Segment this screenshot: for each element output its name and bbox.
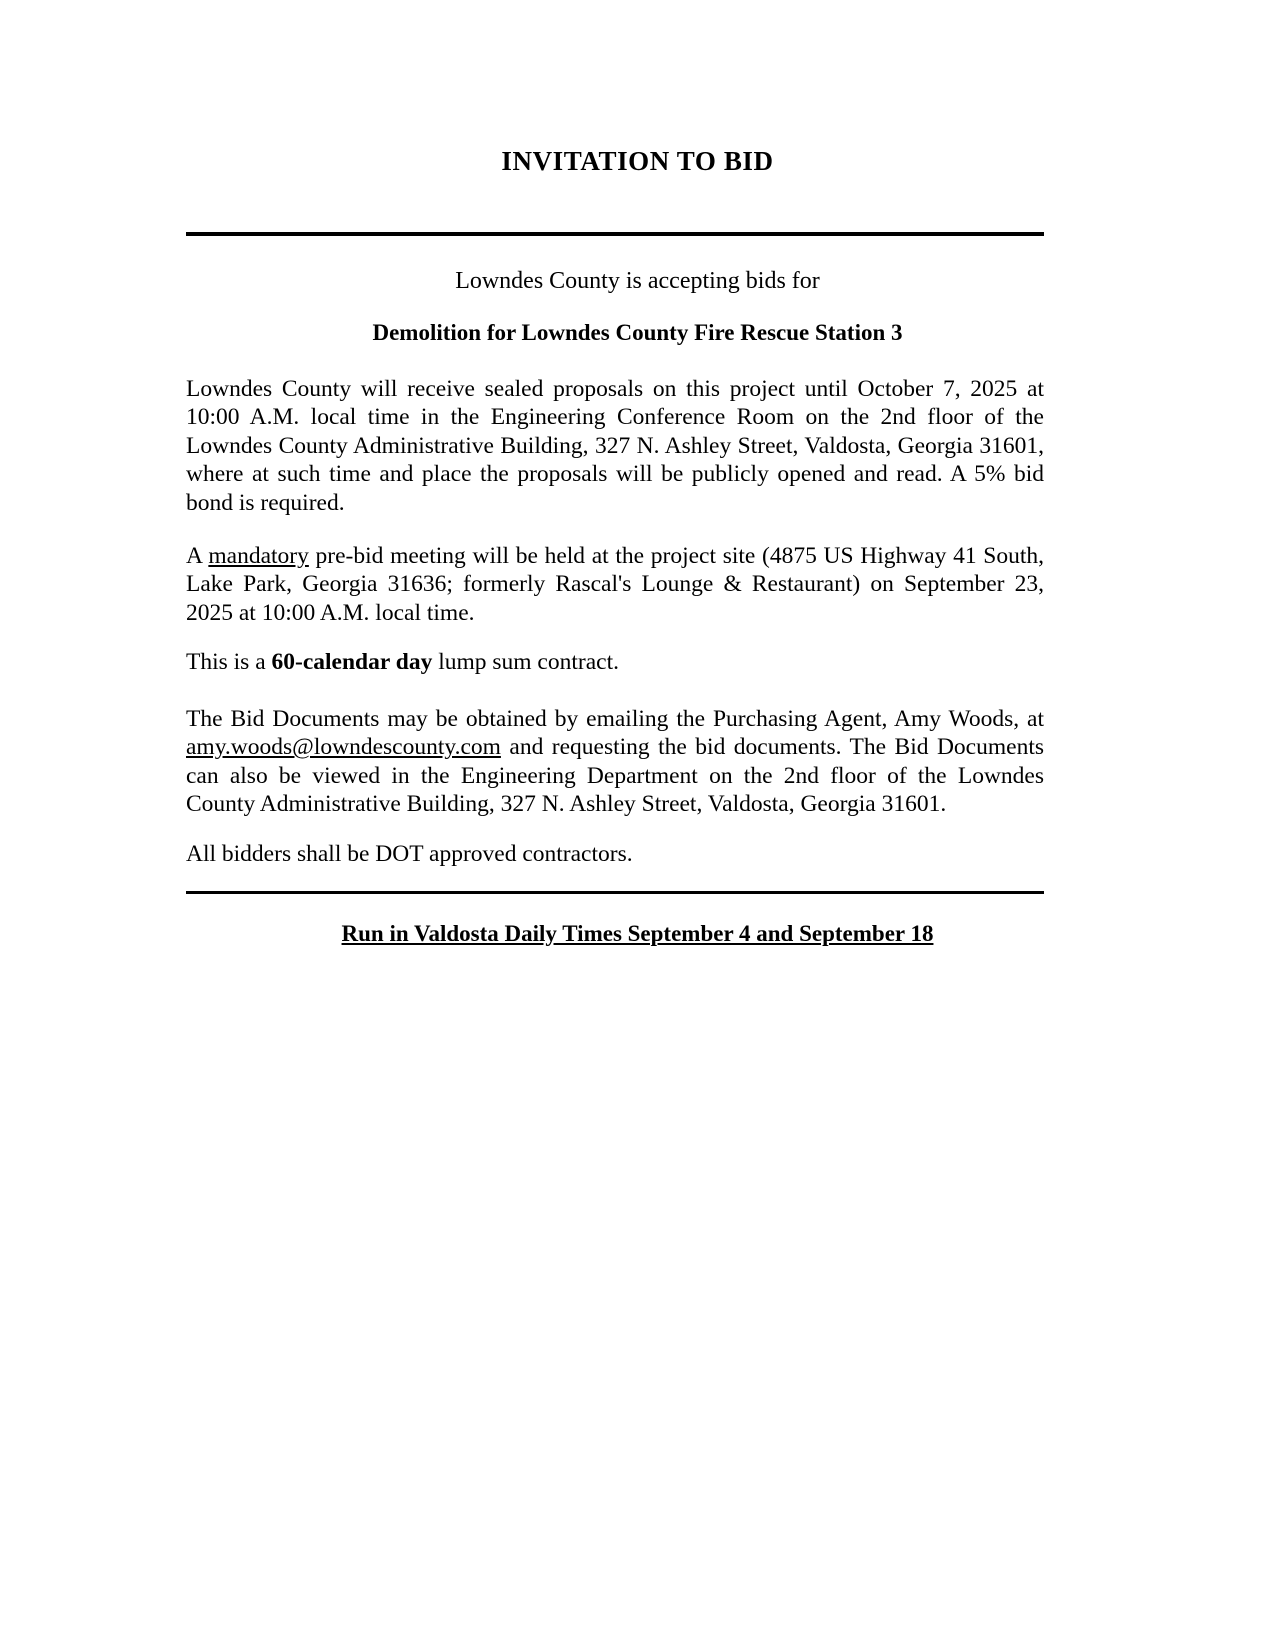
contract-rest: lump sum contract. [432,649,619,675]
divider-bottom [186,891,1044,894]
paragraph-prebid-meeting [186,542,1044,627]
contract-lead: This is a [186,649,272,675]
bid-docs-lead: The Bid Documents may be obtained by emailing the Purchasing Agent, Amy Woods, at [186,706,1044,732]
paragraph-dot-requirement: All bidders shall be DOT approved contractors. [186,841,633,867]
prebid-mandatory-emphasis: mandatory [208,543,309,569]
paragraph-bid-deadline [186,375,1044,517]
prebid-lead: A [186,543,209,569]
divider-top [186,232,1044,236]
purchasing-agent-email-link[interactable]: amy.woods@lowndescounty.com [186,734,501,761]
page-title: INVITATION TO BID [501,146,774,176]
prebid-rest: pre-bid meeting will be held at the project site (4875 US Highway 41 South, Lake Park, Georgia 31636; formerly Rascal's Lounge & Restaurant) on September 23, 2025 at 10:00 A.M. local time. [186,543,1044,626]
paragraph-bid-documents [186,705,1044,819]
contract-duration-emphasis: 60-calendar day [271,649,433,675]
publication-note: Run in Valdosta Daily Times September 4 and September 18 [341,921,934,946]
paragraph-contract-term [186,648,1044,676]
bid-docs-rest: and requesting the bid documents. The Bid Documents can also be viewed in the Engineering Department on the 2nd floor of the Lowndes County Administrative Building, 327 N. Ashley Street, Valdosta, Georgia 31601. [186,734,1044,818]
intro-line: Lowndes County is accepting bids for [455,268,820,294]
paragraph-bid-deadline-text: Lowndes County will receive sealed proposals on this project until October 7, 2025 at 10:00 A.M. local time in the Engineering Conference Room on the 2nd floor of the Lowndes County Administrative Building, 327 N. Ashley Street, Valdosta, Georgia 31601, where at such time and place the proposals will be publicly opened and read. A 5% bid bond is required. [186,376,1044,516]
project-title: Demolition for Lowndes County Fire Rescue Station 3 [372,320,903,345]
